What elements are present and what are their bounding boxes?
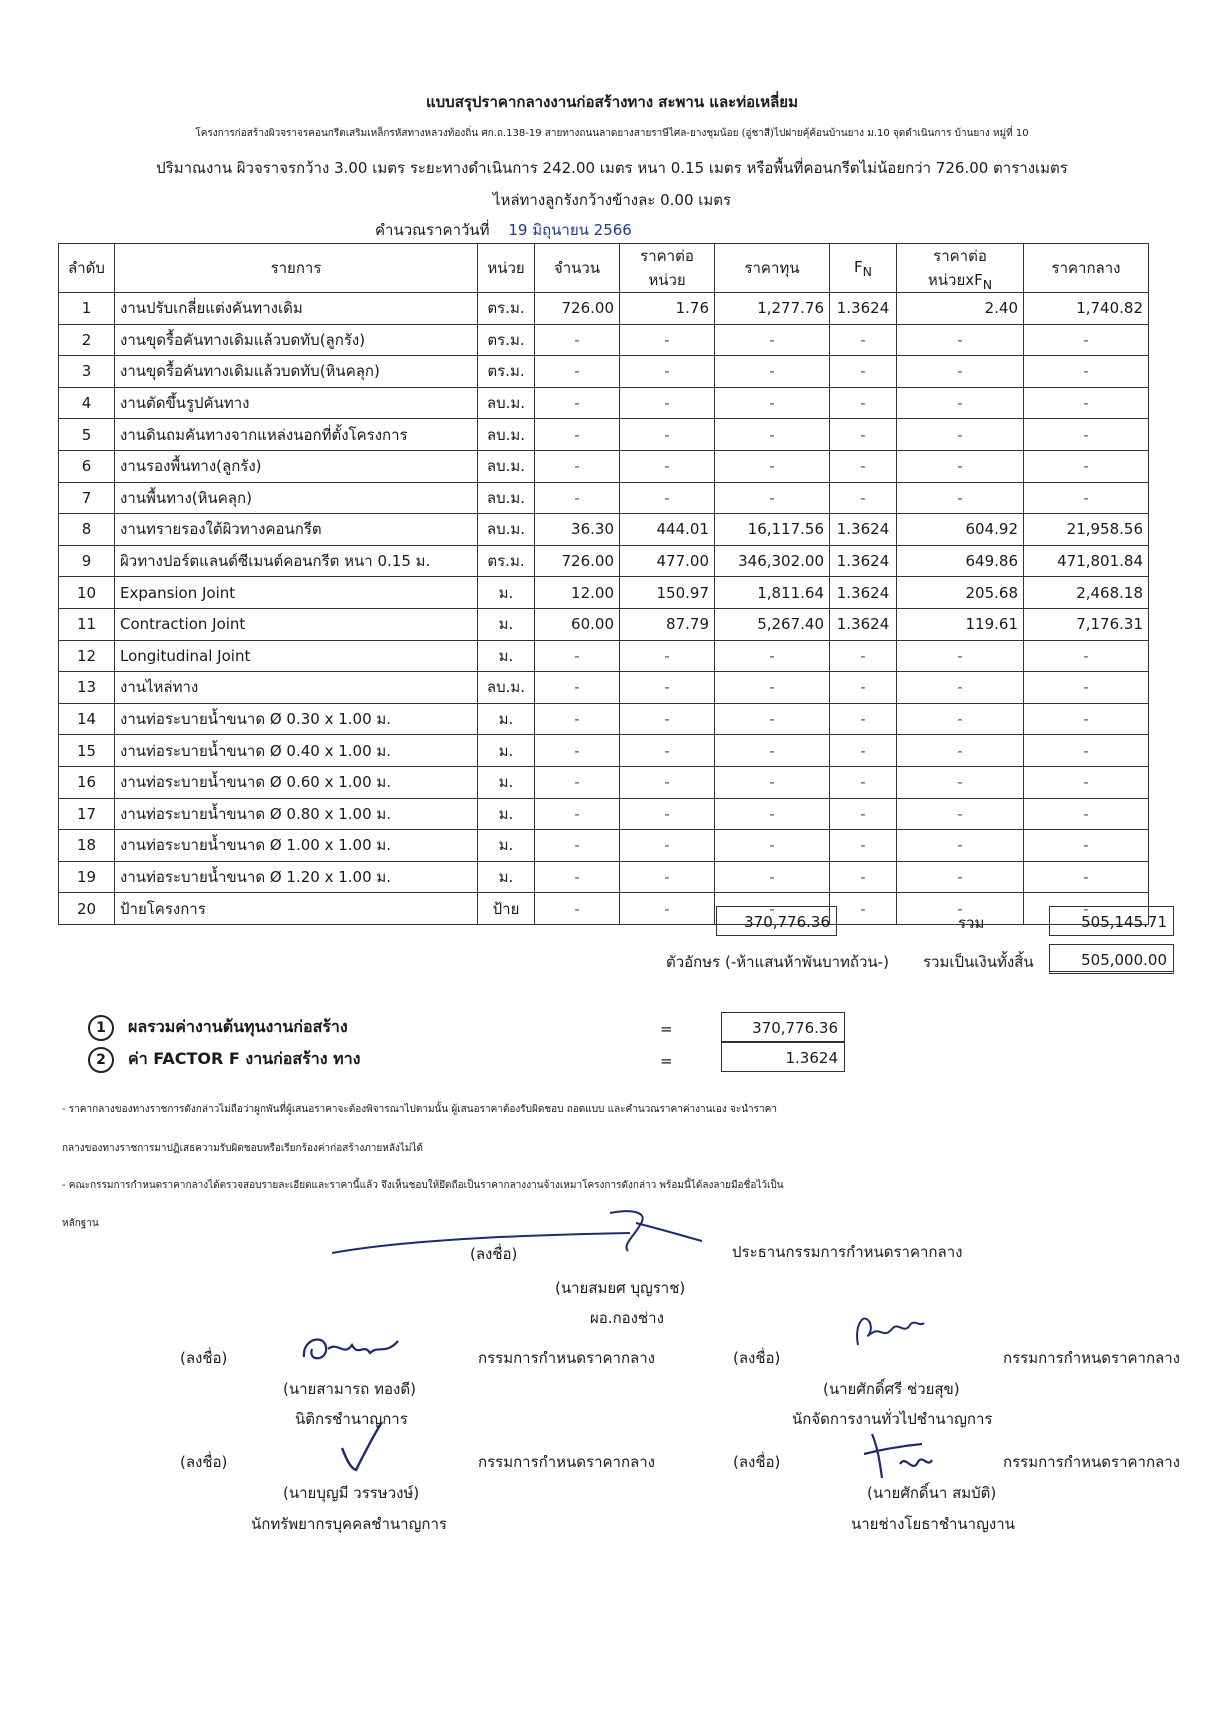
table-row <box>59 735 1149 767</box>
cell-qty: 726.00 <box>535 293 620 325</box>
cell-unit: ม. <box>478 861 535 893</box>
cell-median: - <box>1024 798 1149 830</box>
table-row <box>59 672 1149 704</box>
cell-desc: งานรองพื้นทาง(ลูกรัง) <box>115 450 478 482</box>
header-median: ราคากลาง <box>1024 244 1149 293</box>
cell-no: 19 <box>59 861 115 893</box>
date-value: 19 มิถุนายน 2566 <box>508 221 632 239</box>
table-row <box>59 545 1149 577</box>
circle-number-1: 1 <box>88 1015 114 1041</box>
m2-position: นักจัดการงานทั่วไปชำนาญการ <box>792 1410 993 1428</box>
m1-position: นิติกรชำนาญการ <box>295 1410 408 1428</box>
cell-fn: - <box>830 640 897 672</box>
cell-desc: ผิวทางปอร์ตแลนด์ซีเมนต์คอนกรีต หนา 0.15 ม. <box>115 545 478 577</box>
m1-role: กรรมการกำหนดราคากลาง <box>478 1349 655 1367</box>
m4-signature <box>860 1424 940 1484</box>
table-row <box>59 324 1149 356</box>
cell-median: - <box>1024 419 1149 451</box>
cell-cost: - <box>715 735 830 767</box>
cell-desc: งานท่อระบายน้ำขนาด Ø 1.00 x 1.00 ม. <box>115 830 478 862</box>
cell-cost: - <box>715 324 830 356</box>
grand-total-value: 505,000.00 <box>1049 944 1174 974</box>
cell-fn: - <box>830 830 897 862</box>
cell-cost: - <box>715 893 830 925</box>
cell-cost: 5,267.40 <box>715 608 830 640</box>
cell-fn: 1.3624 <box>830 514 897 546</box>
cell-unit: ม. <box>478 608 535 640</box>
cell-median: 7,176.31 <box>1024 608 1149 640</box>
cell-qty: - <box>535 672 620 704</box>
cell-cost: - <box>715 672 830 704</box>
cell-median: 1,740.82 <box>1024 293 1149 325</box>
m1-name: (นายสามารถ ทองดี) <box>283 1380 416 1398</box>
table-header-row <box>59 244 1149 293</box>
cell-median: - <box>1024 672 1149 704</box>
cell-qty: - <box>535 703 620 735</box>
m4-position: นายช่างโยธาชำนาญงาน <box>851 1515 1015 1533</box>
cell-unit: ม. <box>478 640 535 672</box>
cell-desc: งานท่อระบายน้ำขนาด Ø 0.60 x 1.00 ม. <box>115 766 478 798</box>
cell-median: - <box>1024 324 1149 356</box>
cell-no: 20 <box>59 893 115 925</box>
cell-fn: - <box>830 893 897 925</box>
cell-qty: - <box>535 482 620 514</box>
cell-upf: - <box>897 672 1024 704</box>
note-line-4: หลักฐาน <box>62 1218 99 1229</box>
cell-unit: ม. <box>478 798 535 830</box>
m4-name: (นายศักดิ์นา สมบัติ) <box>867 1484 997 1502</box>
cell-fn: - <box>830 766 897 798</box>
sum-label: รวม <box>958 914 985 932</box>
cell-median: - <box>1024 482 1149 514</box>
cell-cost: - <box>715 482 830 514</box>
cell-unit-price: 1.76 <box>620 293 715 325</box>
cell-desc: งานตัดขึ้นรูปคันทาง <box>115 387 478 419</box>
cell-qty: - <box>535 893 620 925</box>
cell-upf: - <box>897 830 1024 862</box>
cell-no: 3 <box>59 356 115 388</box>
cell-unit-price: - <box>620 640 715 672</box>
cell-cost: - <box>715 419 830 451</box>
cell-qty: - <box>535 324 620 356</box>
cell-cost: 1,277.76 <box>715 293 830 325</box>
cell-median: - <box>1024 703 1149 735</box>
cell-desc: Longitudinal Joint <box>115 640 478 672</box>
header-upf-sub: N <box>982 277 993 292</box>
chair-role: ประธานกรรมการกำหนดราคากลาง <box>732 1243 963 1261</box>
cell-unit: ม. <box>478 766 535 798</box>
cell-unit: ลบ.ม. <box>478 387 535 419</box>
cell-qty: 12.00 <box>535 577 620 609</box>
cell-median: 2,468.18 <box>1024 577 1149 609</box>
header-upf-label: ราคาต่อหน่วยxF <box>927 247 987 289</box>
cell-no: 18 <box>59 830 115 862</box>
cell-desc: งานขุดรื้อคันทางเดิมแล้วบดทับ(ลูกรัง) <box>115 324 478 356</box>
table-row <box>59 893 1149 925</box>
m3-role: กรรมการกำหนดราคากลาง <box>478 1453 655 1471</box>
cell-no: 6 <box>59 450 115 482</box>
cell-no: 13 <box>59 672 115 704</box>
cell-fn: 1.3624 <box>830 545 897 577</box>
cell-qty: - <box>535 830 620 862</box>
cell-upf: 2.40 <box>897 293 1024 325</box>
cell-unit-price: - <box>620 672 715 704</box>
cell-unit-price: - <box>620 735 715 767</box>
cell-unit-price: - <box>620 893 715 925</box>
cell-fn: - <box>830 387 897 419</box>
cell-desc: งานทรายรองใต้ผิวทางคอนกรีต <box>115 514 478 546</box>
cell-upf: - <box>897 703 1024 735</box>
cell-no: 8 <box>59 514 115 546</box>
table-row <box>59 798 1149 830</box>
cell-unit: ลบ.ม. <box>478 450 535 482</box>
cell-unit: ลบ.ม. <box>478 672 535 704</box>
chair-signature <box>330 1205 710 1265</box>
cell-upf: 649.86 <box>897 545 1024 577</box>
date-label: คำนวณราคาวันที่ <box>375 221 490 239</box>
cell-cost: - <box>715 703 830 735</box>
cell-cost: - <box>715 830 830 862</box>
cell-cost: - <box>715 640 830 672</box>
cell-upf: - <box>897 798 1024 830</box>
table-row <box>59 356 1149 388</box>
summary-item-2-label: ค่า FACTOR F งานก่อสร้าง ทาง <box>128 1049 361 1068</box>
cell-no: 11 <box>59 608 115 640</box>
cell-desc: งานพื้นทาง(หินคลุก) <box>115 482 478 514</box>
cell-desc: งานไหล่ทาง <box>115 672 478 704</box>
cell-median: - <box>1024 356 1149 388</box>
cell-unit-price: - <box>620 798 715 830</box>
cell-upf: - <box>897 735 1024 767</box>
cell-fn: - <box>830 324 897 356</box>
cell-fn: - <box>830 861 897 893</box>
chair-name: (นายสมยศ บุญราช) <box>555 1279 686 1297</box>
cell-fn: - <box>830 450 897 482</box>
cell-upf: - <box>897 482 1024 514</box>
table-row <box>59 640 1149 672</box>
cell-unit-price: - <box>620 450 715 482</box>
m3-position: นักทรัพยากรบุคคลชำนาญการ <box>251 1515 447 1533</box>
amount-in-words: ตัวอักษร (-ห้าแสนห้าพันบาทถ้วน-) <box>666 953 889 971</box>
cell-unit-price: - <box>620 830 715 862</box>
cell-unit-price: - <box>620 356 715 388</box>
cell-desc: งานปรับเกลี่ยแต่งคันทางเดิม <box>115 293 478 325</box>
cell-qty: - <box>535 766 620 798</box>
cell-upf: - <box>897 419 1024 451</box>
cell-fn: - <box>830 482 897 514</box>
table-row <box>59 450 1149 482</box>
m3-signature <box>338 1418 388 1478</box>
header-fn-sub: N <box>862 263 872 279</box>
summary-item-1-label: ผลรวมค่างานต้นทุนงานก่อสร้าง <box>128 1017 348 1036</box>
table-row <box>59 608 1149 640</box>
chair-position: ผอ.กองช่าง <box>590 1309 664 1327</box>
header-upf <box>897 244 1024 293</box>
cell-qty: - <box>535 735 620 767</box>
cell-fn: - <box>830 419 897 451</box>
table-row <box>59 482 1149 514</box>
cell-fn: - <box>830 703 897 735</box>
circle-number-2: 2 <box>88 1047 114 1073</box>
cell-unit-price: 477.00 <box>620 545 715 577</box>
cell-no: 17 <box>59 798 115 830</box>
cell-desc: งานขุดรื้อคันทางเดิมแล้วบดทับ(หินคลุก) <box>115 356 478 388</box>
cell-unit: ม. <box>478 703 535 735</box>
cell-cost: - <box>715 356 830 388</box>
project-description: โครงการก่อสร้างผิวจราจรคอนกรีตเสริมเหล็กรหัสทางหลวงท้องถิ่น ศก.ถ.138-19 สายทางถนนลาดยางสายราษีไศล-ยางชุมน้อย (อู่ชาสี)ไปฝายคุ้ค้อนบ้านยาง ม.10 จุดดำเนินการ บ้านยาง หมู่ที่ 10 <box>195 128 1029 139</box>
cell-upf: - <box>897 861 1024 893</box>
cell-desc: งานท่อระบายน้ำขนาด Ø 0.30 x 1.00 ม. <box>115 703 478 735</box>
cell-upf: - <box>897 324 1024 356</box>
cell-no: 7 <box>59 482 115 514</box>
m2-role: กรรมการกำหนดราคากลาง <box>1003 1349 1180 1367</box>
table-row <box>59 830 1149 862</box>
cell-fn: - <box>830 672 897 704</box>
note-line-2: กลางของทางราชการมาปฏิเสธความรับผิดชอบหรือเรียกร้องค่าก่อสร้างภายหลังไม่ได้ <box>62 1143 424 1154</box>
m1-signature <box>298 1327 418 1367</box>
cell-median: - <box>1024 766 1149 798</box>
cell-unit-price: - <box>620 482 715 514</box>
table-row <box>59 514 1149 546</box>
header-cost: ราคาทุน <box>715 244 830 293</box>
table-body <box>59 293 1149 925</box>
cell-unit-price: - <box>620 387 715 419</box>
cell-unit: ตร.ม. <box>478 324 535 356</box>
header-desc: รายการ <box>115 244 478 293</box>
cell-unit: ตร.ม. <box>478 545 535 577</box>
table-row <box>59 861 1149 893</box>
cell-qty: - <box>535 798 620 830</box>
cell-upf: 205.68 <box>897 577 1024 609</box>
cell-desc: ป้ายโครงการ <box>115 893 478 925</box>
cell-cost: 346,302.00 <box>715 545 830 577</box>
table-row <box>59 387 1149 419</box>
cell-fn: - <box>830 356 897 388</box>
cell-cost: 1,811.64 <box>715 577 830 609</box>
cell-qty: 36.30 <box>535 514 620 546</box>
summary-item-1-value: 370,776.36 <box>721 1012 845 1042</box>
cell-qty: - <box>535 387 620 419</box>
cell-cost: 16,117.56 <box>715 514 830 546</box>
cell-unit-price: 87.79 <box>620 608 715 640</box>
cell-no: 15 <box>59 735 115 767</box>
cell-upf: 119.61 <box>897 608 1024 640</box>
cell-median: - <box>1024 861 1149 893</box>
cell-fn: - <box>830 798 897 830</box>
cell-cost: - <box>715 861 830 893</box>
cell-median: - <box>1024 450 1149 482</box>
cell-no: 12 <box>59 640 115 672</box>
header-unit: หน่วย <box>478 244 535 293</box>
calculation-date <box>375 218 632 242</box>
cell-fn: - <box>830 735 897 767</box>
cell-desc: Contraction Joint <box>115 608 478 640</box>
note-line-3: - คณะกรรมการกำหนดราคากลางได้ตรวจสอบรายละเอียดและราคานี้แล้ว จึงเห็นชอบให้ยึดถือเป็นราคากลางงานจ้างเหมาโครงการดังกล่าว พร้อมนี้ได้ลงลายมือชื่อไว้เป็น <box>62 1180 784 1191</box>
cell-upf: - <box>897 356 1024 388</box>
summary-item-2-equals: = <box>660 1052 673 1070</box>
header-no: ลำดับ <box>59 244 115 293</box>
m3-sign-label: (ลงชื่อ) <box>180 1453 228 1471</box>
cell-unit-price: - <box>620 324 715 356</box>
cell-unit: ม. <box>478 577 535 609</box>
summary-item-1 <box>88 1015 348 1041</box>
cell-unit: ม. <box>478 830 535 862</box>
cell-desc: งานท่อระบายน้ำขนาด Ø 1.20 x 1.00 ม. <box>115 861 478 893</box>
cell-unit: ตร.ม. <box>478 356 535 388</box>
header-fn <box>830 244 897 293</box>
price-table <box>58 243 1149 925</box>
cell-median: - <box>1024 640 1149 672</box>
cell-fn: 1.3624 <box>830 577 897 609</box>
header-fn-label: F <box>854 257 863 276</box>
cell-median: 21,958.56 <box>1024 514 1149 546</box>
document-title: แบบสรุปราคากลางงานก่อสร้างทาง สะพาน และท่อเหลี่ยม <box>425 93 798 111</box>
grand-total-label: รวมเป็นเงินทั้งสิ้น <box>923 953 1034 971</box>
cell-qty: 726.00 <box>535 545 620 577</box>
cell-desc: งานท่อระบายน้ำขนาด Ø 0.40 x 1.00 ม. <box>115 735 478 767</box>
sum-value: 505,145.71 <box>1049 906 1174 936</box>
table-row <box>59 419 1149 451</box>
table-row <box>59 577 1149 609</box>
cell-fn: 1.3624 <box>830 293 897 325</box>
cell-qty: - <box>535 450 620 482</box>
cell-unit-price: 150.97 <box>620 577 715 609</box>
cell-median: - <box>1024 893 1149 925</box>
cell-median: - <box>1024 830 1149 862</box>
cell-no: 16 <box>59 766 115 798</box>
cell-unit: ลบ.ม. <box>478 482 535 514</box>
cell-no: 4 <box>59 387 115 419</box>
cell-qty: - <box>535 356 620 388</box>
cell-desc: งานดินถมคันทางจากแหล่งนอกที่ตั้งโครงการ <box>115 419 478 451</box>
cell-qty: - <box>535 419 620 451</box>
cost-total: 370,776.36 <box>716 906 837 936</box>
cell-qty: 60.00 <box>535 608 620 640</box>
work-quantity: ปริมาณงาน ผิวจราจรกว้าง 3.00 เมตร ระยะทางดำเนินการ 242.00 เมตร หนา 0.15 เมตร หรือพื้นที่คอนกรีตไม่น้อยกว่า 726.00 ตารางเมตร <box>156 159 1068 177</box>
cell-cost: - <box>715 798 830 830</box>
cell-upf: - <box>897 640 1024 672</box>
cell-upf: 604.92 <box>897 514 1024 546</box>
m2-sign-label: (ลงชื่อ) <box>733 1349 781 1367</box>
cell-qty: - <box>535 861 620 893</box>
header-qty: จำนวน <box>535 244 620 293</box>
summary-item-2-value: 1.3624 <box>721 1042 845 1072</box>
cell-unit-price: 444.01 <box>620 514 715 546</box>
table-row <box>59 766 1149 798</box>
cell-upf: - <box>897 766 1024 798</box>
cell-cost: - <box>715 387 830 419</box>
m2-signature <box>850 1305 930 1355</box>
table-row <box>59 703 1149 735</box>
cell-no: 9 <box>59 545 115 577</box>
cell-cost: - <box>715 766 830 798</box>
cell-fn: 1.3624 <box>830 608 897 640</box>
cell-median: 471,801.84 <box>1024 545 1149 577</box>
cell-unit: ลบ.ม. <box>478 514 535 546</box>
note-line-1: - ราคากลางของทางราชการดังกล่าวไม่ถือว่าผูกพันที่ผู้เสนอราคาจะต้องพิจารณาไปตามนั้น ผู้เสนอราคาต้องรับผิดชอบ ถอดแบบ และคำนวณราคาค่างานเอง จะนำราคา <box>62 1104 777 1115</box>
table-row <box>59 293 1149 325</box>
m2-name: (นายศักดิ์ศรี ช่วยสุข) <box>823 1380 960 1398</box>
cell-unit-price: - <box>620 703 715 735</box>
cell-desc: Expansion Joint <box>115 577 478 609</box>
cell-unit-price: - <box>620 419 715 451</box>
chair-sign-label: (ลงชื่อ) <box>470 1245 518 1263</box>
cell-median: - <box>1024 735 1149 767</box>
m4-role: กรรมการกำหนดราคากลาง <box>1003 1453 1180 1471</box>
cell-unit: ป้าย <box>478 893 535 925</box>
cell-no: 2 <box>59 324 115 356</box>
summary-item-1-equals: = <box>660 1020 673 1038</box>
cell-qty: - <box>535 640 620 672</box>
cell-upf: - <box>897 893 1024 925</box>
cell-no: 1 <box>59 293 115 325</box>
shoulder-width: ไหล่ทางลูกรังกว้างข้างละ 0.00 เมตร <box>492 191 732 209</box>
cell-desc: งานท่อระบายน้ำขนาด Ø 0.80 x 1.00 ม. <box>115 798 478 830</box>
m1-sign-label: (ลงชื่อ) <box>180 1349 228 1367</box>
cell-unit: ตร.ม. <box>478 293 535 325</box>
header-unit-price: ราคาต่อหน่วย <box>620 244 715 293</box>
m3-name: (นายบุญมี วรรษวงษ์) <box>283 1484 420 1502</box>
cell-cost: - <box>715 450 830 482</box>
cell-unit-price: - <box>620 766 715 798</box>
cell-median: - <box>1024 387 1149 419</box>
cell-unit: ลบ.ม. <box>478 419 535 451</box>
cell-unit-price: - <box>620 861 715 893</box>
cell-upf: - <box>897 387 1024 419</box>
cell-no: 5 <box>59 419 115 451</box>
cell-unit: ม. <box>478 735 535 767</box>
cell-no: 14 <box>59 703 115 735</box>
m4-sign-label: (ลงชื่อ) <box>733 1453 781 1471</box>
summary-item-2 <box>88 1047 360 1073</box>
cell-no: 10 <box>59 577 115 609</box>
cell-upf: - <box>897 450 1024 482</box>
